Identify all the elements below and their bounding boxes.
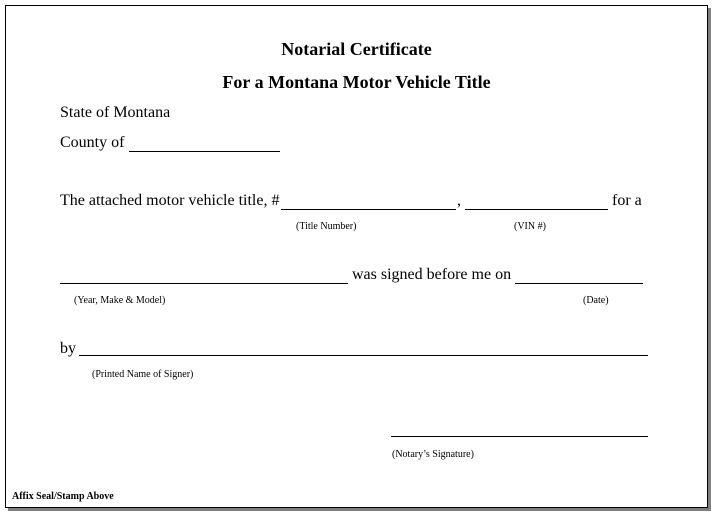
title-number-blank-line <box>281 209 456 210</box>
county-label: County of <box>60 134 125 151</box>
date-caption: (Date) <box>583 295 609 306</box>
date-blank-line <box>515 283 643 284</box>
state-line: State of Montana <box>60 104 171 121</box>
title-sentence-prefix: The attached motor vehicle title, # <box>60 192 280 209</box>
county-blank-line <box>129 151 280 152</box>
year-make-model-blank-line <box>60 283 348 284</box>
printed-name-caption: (Printed Name of Signer) <box>92 369 194 380</box>
title-number-caption: (Title Number) <box>296 221 357 232</box>
by-label: by <box>60 340 76 357</box>
vin-caption: (VIN #) <box>514 221 546 232</box>
comma-separator: , <box>457 192 461 209</box>
notary-signature-caption: (Notary’s Signature) <box>392 449 474 460</box>
signed-before-text: was signed before me on <box>352 266 512 283</box>
certificate-subtitle: For a Montana Motor Vehicle Title <box>222 72 491 92</box>
year-make-model-caption: (Year, Make & Model) <box>74 295 166 306</box>
notarial-certificate <box>5 5 708 508</box>
certificate-title: Notarial Certificate <box>281 39 432 59</box>
for-a-text: for a <box>612 192 642 209</box>
affix-seal-note: Affix Seal/Stamp Above <box>12 491 114 502</box>
notary-signature-blank-line <box>391 436 648 437</box>
printed-name-blank-line <box>79 355 648 356</box>
vin-blank-line <box>465 209 608 210</box>
